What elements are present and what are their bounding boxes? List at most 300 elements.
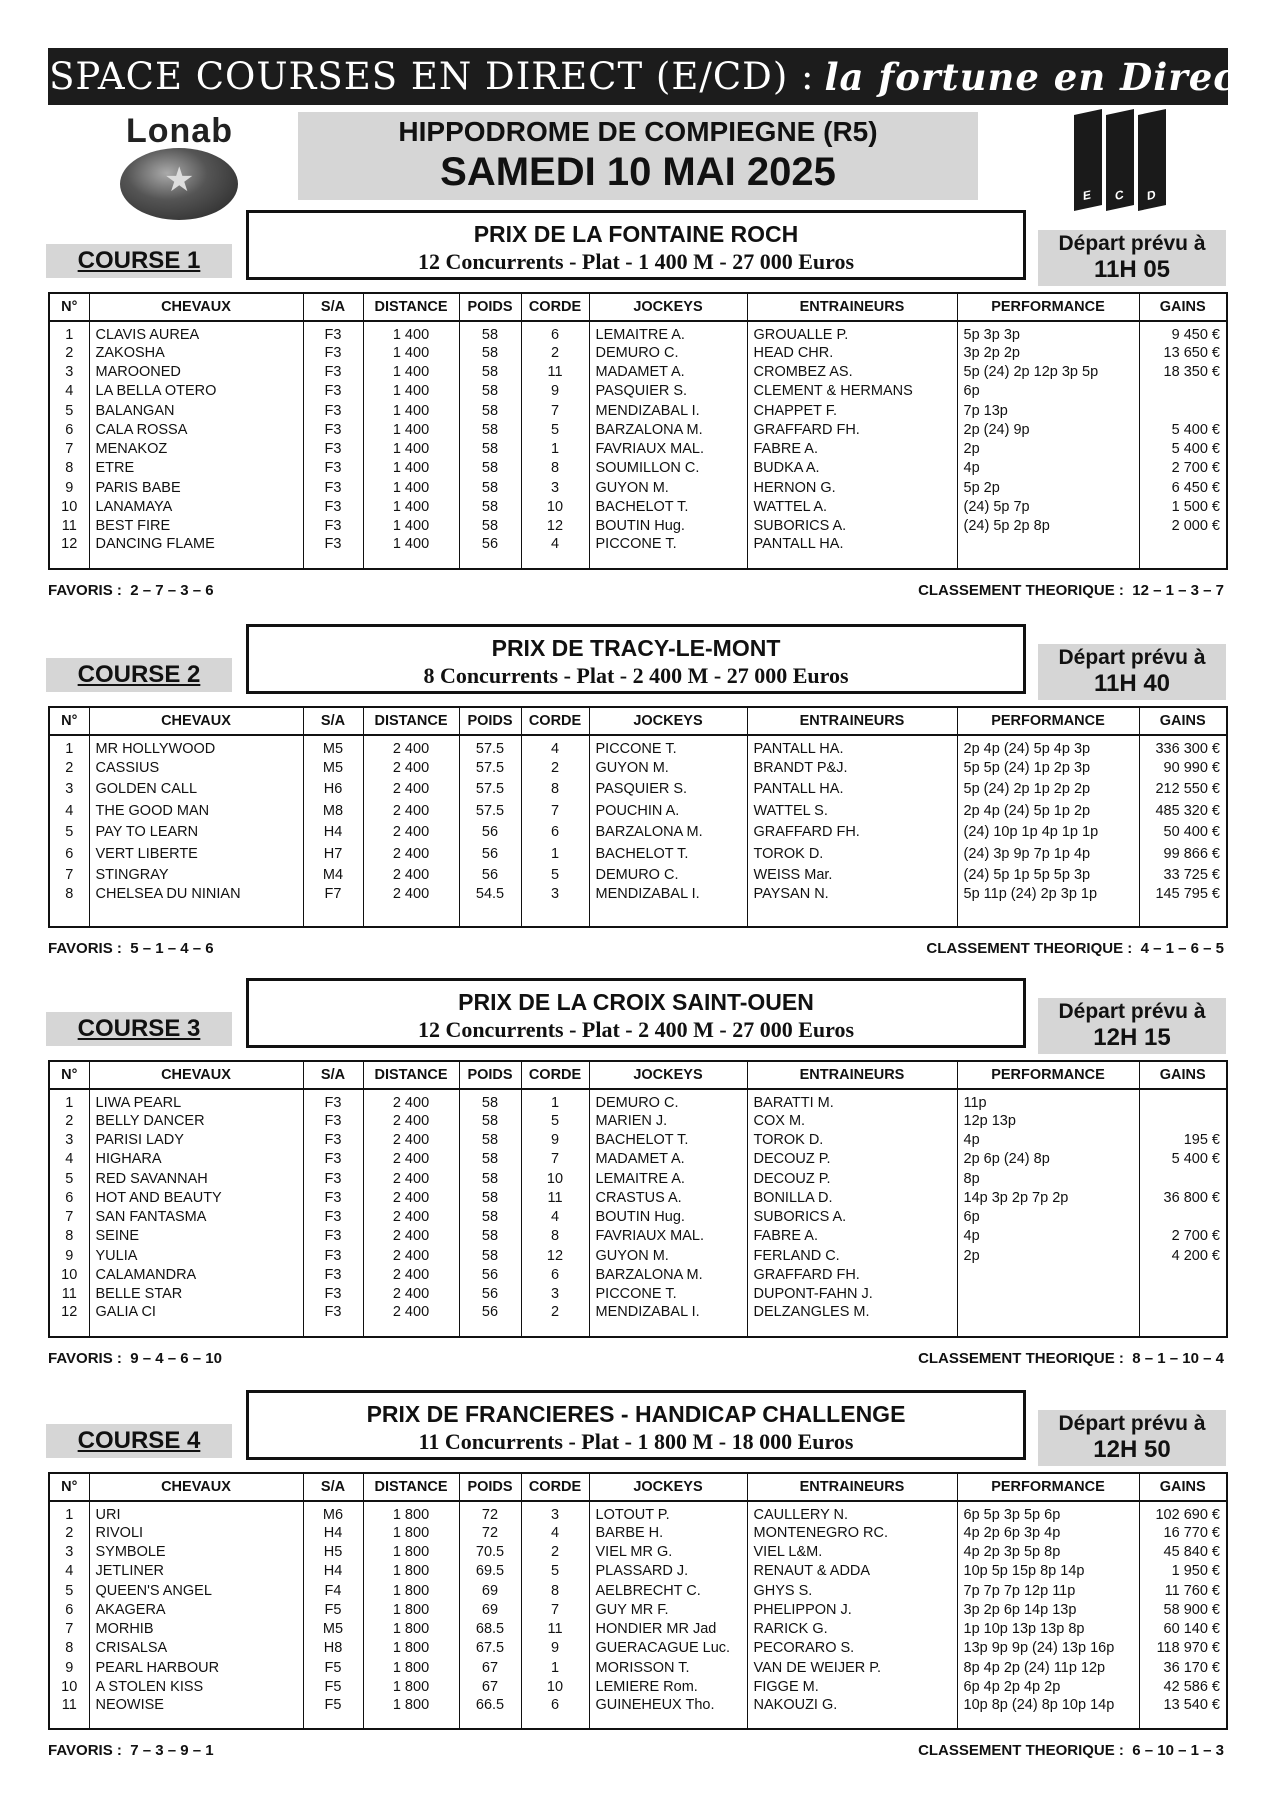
table-cell: BACHELOT T. <box>589 1130 747 1149</box>
table-cell: F3 <box>303 1089 363 1111</box>
table-cell: F3 <box>303 1304 363 1325</box>
table-row <box>49 1089 1227 1111</box>
table-cell: FABRE A. <box>747 1227 957 1246</box>
table-cell <box>303 1325 363 1337</box>
table-cell: 2 400 <box>363 822 459 844</box>
table-cell: 4p 2p 3p 5p 8p <box>957 1542 1139 1561</box>
table-cell: 1 800 <box>363 1542 459 1561</box>
table-cell: 2 <box>521 757 589 779</box>
table-cell: F3 <box>303 401 363 420</box>
table-cell: 10 <box>521 1677 589 1696</box>
table-cell: 1 800 <box>363 1697 459 1718</box>
table-cell: 57.5 <box>459 735 521 757</box>
table-cell: 58 <box>459 1089 521 1111</box>
table-cell <box>957 557 1139 569</box>
table-cell: 2 <box>49 1111 89 1130</box>
table-cell <box>521 1718 589 1729</box>
table-cell: 9 <box>49 1658 89 1677</box>
table-cell: PANTALL HA. <box>747 536 957 557</box>
table-cell: 58 <box>459 420 521 439</box>
table-cell <box>589 1718 747 1729</box>
table-cell: 2 <box>49 343 89 362</box>
table-cell: 2 <box>521 343 589 362</box>
classement-label: CLASSEMENT THEORIQUE : <box>926 940 1133 957</box>
table-cell <box>1139 557 1227 569</box>
course-label <box>46 658 232 692</box>
table-cell: 2 400 <box>363 1188 459 1207</box>
table-cell: M8 <box>303 800 363 822</box>
depart-label: Départ prévu à <box>1058 1412 1206 1435</box>
column-header: CORDE <box>521 707 589 735</box>
table-cell <box>303 908 363 928</box>
table-cell: SAN FANTASMA <box>89 1207 303 1226</box>
table-cell <box>957 908 1139 928</box>
table-cell: F3 <box>303 439 363 458</box>
prix-details: 8 Concurrents - Plat - 2 400 M - 27 000 Euros <box>423 663 849 688</box>
column-header: GAINS <box>1139 1473 1227 1501</box>
table-cell: F3 <box>303 343 363 362</box>
table-cell: F3 <box>303 1111 363 1130</box>
prix-title: PRIX DE LA CROIX SAINT-OUEN <box>458 989 814 1015</box>
table-cell: 2 000 € <box>1139 517 1227 536</box>
table-cell: 36 170 € <box>1139 1658 1227 1677</box>
table-cell: 5 <box>521 1111 589 1130</box>
table-cell: 11 <box>49 517 89 536</box>
table-cell: 57.5 <box>459 757 521 779</box>
runners-table <box>48 1472 1228 1730</box>
table-cell: 58 <box>459 1207 521 1226</box>
table-cell: A STOLEN KISS <box>89 1677 303 1696</box>
table-cell: NEOWISE <box>89 1697 303 1718</box>
table-row <box>49 478 1227 497</box>
table-cell: FIGGE M. <box>747 1677 957 1696</box>
table-cell: DEMURO C. <box>589 865 747 887</box>
table-cell <box>1139 908 1227 928</box>
column-header: S/A <box>303 293 363 321</box>
table-cell: 5p 2p <box>957 478 1139 497</box>
table-cell: 1 400 <box>363 497 459 516</box>
table-cell: 14p 3p 2p 7p 2p <box>957 1188 1139 1207</box>
table-cell: BOUTIN Hug. <box>589 1207 747 1226</box>
table-cell: 5 <box>521 420 589 439</box>
table-cell: WATTEL S. <box>747 800 957 822</box>
table-cell: FERLAND C. <box>747 1246 957 1265</box>
table-cell: PANTALL HA. <box>747 735 957 757</box>
table-row <box>49 459 1227 478</box>
table-cell: 9 <box>49 1246 89 1265</box>
table-cell: 90 990 € <box>1139 757 1227 779</box>
prix-box <box>246 1390 1026 1460</box>
table-cell: H8 <box>303 1639 363 1658</box>
table-cell: 1 800 <box>363 1501 459 1523</box>
table-cell: PICCONE T. <box>589 735 747 757</box>
course-label-text: COURSE 4 <box>77 1427 201 1454</box>
table-cell: 2p (24) 9p <box>957 420 1139 439</box>
table-cell <box>1139 1265 1227 1284</box>
table-cell <box>957 1285 1139 1304</box>
table-cell: 102 690 € <box>1139 1501 1227 1523</box>
table-cell: 66.5 <box>459 1697 521 1718</box>
table-cell: 58 <box>459 343 521 362</box>
table-cell: 56 <box>459 536 521 557</box>
table-cell: 11 <box>521 1619 589 1638</box>
favoris-value: 9 – 4 – 6 – 10 <box>130 1350 222 1367</box>
table-cell: 3 <box>521 478 589 497</box>
classement-value: 4 – 1 – 6 – 5 <box>1140 940 1224 957</box>
table-cell: 4 200 € <box>1139 1246 1227 1265</box>
column-header: S/A <box>303 1473 363 1501</box>
table-row <box>49 1677 1227 1696</box>
table-row <box>49 1619 1227 1638</box>
table-cell <box>521 1325 589 1337</box>
table-cell: 5 400 € <box>1139 1150 1227 1169</box>
table-cell: F4 <box>303 1581 363 1600</box>
column-header: CORDE <box>521 293 589 321</box>
table-cell: SEINE <box>89 1227 303 1246</box>
table-cell: DEMURO C. <box>589 343 747 362</box>
table-cell: F3 <box>303 1169 363 1188</box>
table-row <box>49 1227 1227 1246</box>
table-cell: 12 <box>49 1304 89 1325</box>
table-cell: 2 <box>521 1542 589 1561</box>
logo-text: Lonab <box>126 112 233 150</box>
table-cell: 56 <box>459 1265 521 1284</box>
table-cell: 58 <box>459 362 521 381</box>
table-cell: 58 <box>459 459 521 478</box>
table-cell: 8 <box>49 459 89 478</box>
table-cell: 1 800 <box>363 1562 459 1581</box>
race-date: SAMEDI 10 MAI 2025 <box>440 150 836 194</box>
table-cell: JETLINER <box>89 1562 303 1581</box>
column-header: ENTRAINEURS <box>747 707 957 735</box>
table-cell: MORHIB <box>89 1619 303 1638</box>
table-row <box>49 1150 1227 1169</box>
table-cell: 12 <box>521 517 589 536</box>
table-row <box>49 1169 1227 1188</box>
table-cell: 58 <box>459 517 521 536</box>
table-cell: MONTENEGRO RC. <box>747 1523 957 1542</box>
table-cell: 11 <box>521 362 589 381</box>
table-cell <box>363 908 459 928</box>
table-cell: 1 400 <box>363 401 459 420</box>
table-cell: GRAFFARD FH. <box>747 822 957 844</box>
table-cell: 1 800 <box>363 1658 459 1677</box>
table-cell: GHYS S. <box>747 1581 957 1600</box>
table-cell: M4 <box>303 865 363 887</box>
classement-value: 6 – 10 – 1 – 3 <box>1132 1742 1224 1759</box>
table-cell: 60 140 € <box>1139 1619 1227 1638</box>
table-cell: ZAKOSHA <box>89 343 303 362</box>
table-cell: 11p <box>957 1089 1139 1111</box>
table-cell: 8 <box>521 1227 589 1246</box>
table-cell: CALAMANDRA <box>89 1265 303 1284</box>
banner <box>21 48 1255 105</box>
table-cell: H5 <box>303 1542 363 1561</box>
table-cell: F3 <box>303 1150 363 1169</box>
classement-theorique <box>918 582 1224 599</box>
table-cell: 2 400 <box>363 1285 459 1304</box>
column-header: CORDE <box>521 1473 589 1501</box>
table-cell: PEARL HARBOUR <box>89 1658 303 1677</box>
table-cell: 57.5 <box>459 779 521 801</box>
table-cell: F3 <box>303 1246 363 1265</box>
table-cell: CALA ROSSA <box>89 420 303 439</box>
table-cell <box>1139 1304 1227 1325</box>
table-cell: H4 <box>303 822 363 844</box>
table-cell: 212 550 € <box>1139 779 1227 801</box>
table-cell: SUBORICS A. <box>747 517 957 536</box>
table-cell: 58 <box>459 382 521 401</box>
table-cell: 69 <box>459 1581 521 1600</box>
table-cell: 69 <box>459 1600 521 1619</box>
table-cell: LIWA PEARL <box>89 1089 303 1111</box>
column-header: CHEVAUX <box>89 707 303 735</box>
table-cell: 145 795 € <box>1139 886 1227 908</box>
table-cell: 58 <box>459 1169 521 1188</box>
table-cell: 11 <box>49 1697 89 1718</box>
table-cell: 68.5 <box>459 1619 521 1638</box>
table-cell: 1 800 <box>363 1677 459 1696</box>
table-cell: 2 400 <box>363 886 459 908</box>
table-cell: 6p <box>957 1207 1139 1226</box>
table-cell: HIGHARA <box>89 1150 303 1169</box>
table-cell <box>1139 401 1227 420</box>
table-cell: LANAMAYA <box>89 497 303 516</box>
table-cell: 1 950 € <box>1139 1562 1227 1581</box>
table-cell: F3 <box>303 1227 363 1246</box>
classement-theorique <box>926 940 1224 957</box>
ecd-letter-c: C <box>1115 187 1124 204</box>
table-cell: 7 <box>49 1619 89 1638</box>
table-cell: 13p 9p 9p (24) 13p 16p <box>957 1639 1139 1658</box>
column-header: DISTANCE <box>363 1473 459 1501</box>
table-cell: 6p 4p 2p 4p 2p <box>957 1677 1139 1696</box>
table-cell: MENDIZABAL I. <box>589 401 747 420</box>
table-cell: 6 <box>521 822 589 844</box>
table-cell: 6 <box>521 321 589 343</box>
table-cell <box>89 908 303 928</box>
table-cell: 1 400 <box>363 382 459 401</box>
table-filler-row <box>49 1325 1227 1337</box>
table-cell: LEMIERE Rom. <box>589 1677 747 1696</box>
table-cell: 1 <box>49 735 89 757</box>
table-cell <box>459 1325 521 1337</box>
table-cell: 3 <box>521 886 589 908</box>
table-cell: CHAPPET F. <box>747 401 957 420</box>
table-cell: 4p <box>957 1130 1139 1149</box>
table-cell: HERNON G. <box>747 478 957 497</box>
table-cell: GROUALLE P. <box>747 321 957 343</box>
table-row <box>49 362 1227 381</box>
table-cell <box>363 1718 459 1729</box>
favoris-value: 2 – 7 – 3 – 6 <box>130 582 214 599</box>
table-cell <box>459 1718 521 1729</box>
table-cell: GUYON M. <box>589 757 747 779</box>
runners-table <box>48 706 1228 928</box>
table-cell: 58 <box>459 401 521 420</box>
table-cell <box>1139 1207 1227 1226</box>
table-cell: 1 <box>521 1658 589 1677</box>
table-cell: 1p 10p 13p 13p 8p <box>957 1619 1139 1638</box>
column-header: POIDS <box>459 1473 521 1501</box>
table-cell: 58 <box>459 497 521 516</box>
table-cell: FAVRIAUX MAL. <box>589 439 747 458</box>
table-cell: 3p 2p 6p 14p 13p <box>957 1600 1139 1619</box>
table-row <box>49 1130 1227 1149</box>
table-cell: 5p (24) 2p 1p 2p 2p <box>957 779 1139 801</box>
table-row <box>49 822 1227 844</box>
table-cell: MENDIZABAL I. <box>589 886 747 908</box>
table-cell: (24) 5p 2p 8p <box>957 517 1139 536</box>
table-cell: M5 <box>303 1619 363 1638</box>
table-row <box>49 886 1227 908</box>
table-cell: F5 <box>303 1677 363 1696</box>
favoris-label: FAVORIS : <box>48 940 122 957</box>
table-header-row <box>49 1473 1227 1501</box>
course-label-text: COURSE 2 <box>77 661 201 688</box>
table-cell: 69.5 <box>459 1562 521 1581</box>
table-cell: F3 <box>303 382 363 401</box>
table-cell: 5 <box>521 1562 589 1581</box>
depart-label: Départ prévu à <box>1058 646 1206 669</box>
table-cell: 5p 3p 3p <box>957 321 1139 343</box>
table-cell: PARIS BABE <box>89 478 303 497</box>
table-cell: CHELSEA DU NINIAN <box>89 886 303 908</box>
table-filler-row <box>49 557 1227 569</box>
table-cell: DANCING FLAME <box>89 536 303 557</box>
table-cell: BRANDT P&J. <box>747 757 957 779</box>
depart-box <box>1038 644 1226 700</box>
favoris-label: FAVORIS : <box>48 1350 122 1367</box>
table-cell: SOUMILLON C. <box>589 459 747 478</box>
table-cell: LEMAITRE A. <box>589 321 747 343</box>
table-cell: 2 400 <box>363 1130 459 1149</box>
table-cell: 6p <box>957 382 1139 401</box>
table-cell: FAVRIAUX MAL. <box>589 1227 747 1246</box>
table-cell <box>1139 1325 1227 1337</box>
table-cell: 70.5 <box>459 1542 521 1561</box>
table-cell: 58 <box>459 1150 521 1169</box>
table-cell: 9 <box>49 478 89 497</box>
depart-label: Départ prévu à <box>1058 232 1206 255</box>
table-cell: 72 <box>459 1523 521 1542</box>
table-cell: BONILLA D. <box>747 1188 957 1207</box>
table-cell: 118 970 € <box>1139 1639 1227 1658</box>
table-cell: 4 <box>521 735 589 757</box>
table-cell: MARIEN J. <box>589 1111 747 1130</box>
table-cell: 11 <box>521 1188 589 1207</box>
column-header: POIDS <box>459 707 521 735</box>
table-cell: 3 <box>49 1130 89 1149</box>
table-cell: MR HOLLYWOOD <box>89 735 303 757</box>
table-cell: 5p (24) 2p 12p 3p 5p <box>957 362 1139 381</box>
table-cell: 2 700 € <box>1139 1227 1227 1246</box>
table-cell: 2 400 <box>363 1207 459 1226</box>
table-cell: 1 400 <box>363 478 459 497</box>
table-cell: PECORARO S. <box>747 1639 957 1658</box>
table-cell: F5 <box>303 1658 363 1677</box>
table-cell: 2 400 <box>363 1111 459 1130</box>
table-cell: 36 800 € <box>1139 1188 1227 1207</box>
table-cell: 6p 5p 3p 5p 6p <box>957 1501 1139 1523</box>
table-cell: 1 <box>521 439 589 458</box>
table-cell: 18 350 € <box>1139 362 1227 381</box>
table-cell: 1 800 <box>363 1600 459 1619</box>
table-row <box>49 1639 1227 1658</box>
table-cell: 2p 4p (24) 5p 1p 2p <box>957 800 1139 822</box>
table-cell: PAY TO LEARN <box>89 822 303 844</box>
table-cell: 2 <box>49 757 89 779</box>
table-cell: F3 <box>303 362 363 381</box>
ecd-letter-d: D <box>1147 187 1156 204</box>
lonab-logo <box>118 112 240 220</box>
table-cell: 7 <box>521 800 589 822</box>
banner-tagline: la fortune en Direct <box>824 54 1255 99</box>
table-row <box>49 1523 1227 1542</box>
table-cell: THE GOOD MAN <box>89 800 303 822</box>
table-cell: 2 400 <box>363 865 459 887</box>
table-row <box>49 401 1227 420</box>
table-cell: (24) 5p 7p <box>957 497 1139 516</box>
table-cell: 6 <box>521 1265 589 1284</box>
table-row <box>49 800 1227 822</box>
classement-label: CLASSEMENT THEORIQUE : <box>918 1350 1124 1367</box>
table-cell <box>747 1325 957 1337</box>
table-cell: RIVOLI <box>89 1523 303 1542</box>
column-header: POIDS <box>459 1061 521 1089</box>
column-header: POIDS <box>459 293 521 321</box>
table-cell: PARISI LADY <box>89 1130 303 1149</box>
table-cell: H6 <box>303 779 363 801</box>
table-cell: 3 <box>521 1501 589 1523</box>
table-cell: 7 <box>521 401 589 420</box>
table-row <box>49 1207 1227 1226</box>
table-row <box>49 1697 1227 1718</box>
table-cell: F5 <box>303 1697 363 1718</box>
table-cell: 7 <box>521 1150 589 1169</box>
favoris-value: 7 – 3 – 9 – 1 <box>130 1742 214 1759</box>
table-cell: GUERACAGUE Luc. <box>589 1639 747 1658</box>
table-cell: 4 <box>49 800 89 822</box>
table-cell <box>49 1718 89 1729</box>
table-cell: 2 400 <box>363 1265 459 1284</box>
table-cell: SYMBOLE <box>89 1542 303 1561</box>
table-cell: STINGRAY <box>89 865 303 887</box>
table-cell <box>89 1325 303 1337</box>
classement-label: CLASSEMENT THEORIQUE : <box>918 582 1124 599</box>
table-cell <box>747 557 957 569</box>
table-cell: 8p <box>957 1169 1139 1188</box>
table-cell <box>957 536 1139 557</box>
ecd-letter-e: E <box>1083 187 1092 204</box>
table-cell: CLAVIS AUREA <box>89 321 303 343</box>
table-cell: MORISSON T. <box>589 1658 747 1677</box>
table-cell: BARZALONA M. <box>589 420 747 439</box>
table-row <box>49 757 1227 779</box>
prix-box <box>246 624 1026 694</box>
table-cell: F3 <box>303 321 363 343</box>
table-cell: QUEEN'S ANGEL <box>89 1581 303 1600</box>
banner-title: ESPACE COURSES EN DIRECT (E/CD) : <box>21 55 815 98</box>
table-cell: DUPONT-FAHN J. <box>747 1285 957 1304</box>
prix-details: 11 Concurrents - Plat - 1 800 M - 18 000 Euros <box>418 1429 854 1454</box>
table-cell: 8p 4p 2p (24) 11p 12p <box>957 1658 1139 1677</box>
table-cell: 11 <box>49 1285 89 1304</box>
column-header: PERFORMANCE <box>957 1061 1139 1089</box>
table-cell: 1 800 <box>363 1581 459 1600</box>
table-cell: 56 <box>459 1285 521 1304</box>
table-cell: WATTEL A. <box>747 497 957 516</box>
